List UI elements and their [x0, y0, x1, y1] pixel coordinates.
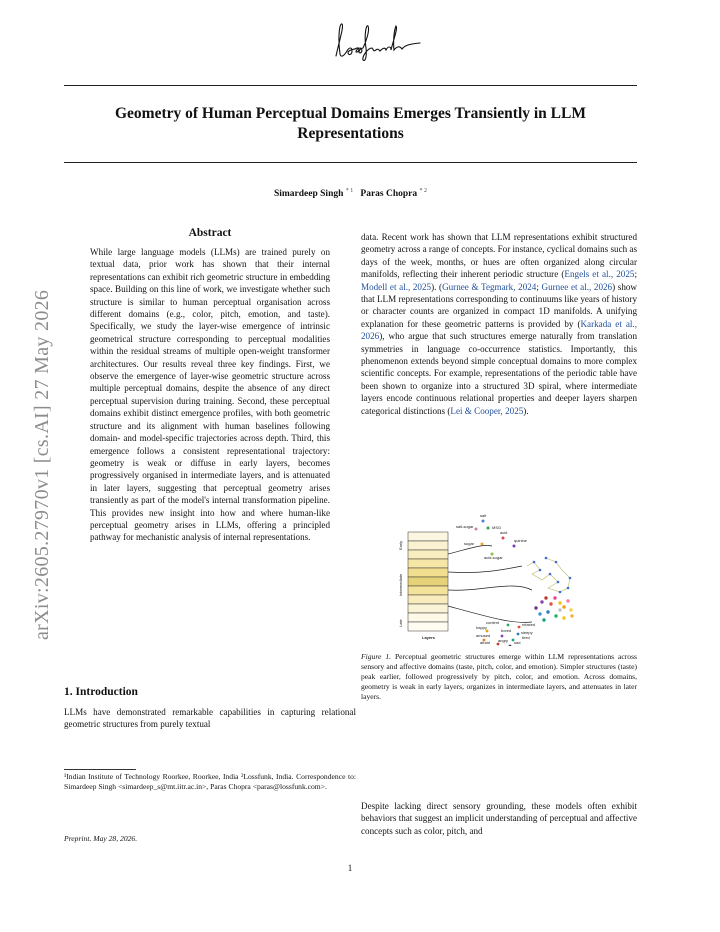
stage-label-intermediate: Intermediate: [398, 573, 403, 596]
emotion-label: afraid: [480, 640, 491, 645]
emotion-cluster: [476, 620, 535, 646]
top-rule: [64, 85, 637, 86]
lossfunk-logo: [330, 18, 430, 63]
color-cluster: [534, 596, 573, 621]
taste-label: salt-sugar: [456, 524, 474, 529]
citation-link[interactable]: Karkada et al., 2026: [361, 318, 637, 342]
introduction-body: LLMs have demonstrated remarkable capabilities in capturing relational geometric structures from purely textual: [64, 707, 356, 730]
right-column-paragraph: data. Recent work has shown that LLM representations exhibit structured geometry across a range of concepts. For instance, cyclical domains such as days of the week, months, or hues are often organized along circular manifolds, reflecting their inherent periodic structure (Engels et al., 2025; Modell et al., 2025). (Gurnee & Tegmark, 2024; Gurnee et al., 2026) show that LLM representations corresponding to continuums like years of history or character counts are organized in compact 1D manifolds. A unifying explanation for these geometric patterns is provided by (Karkada et al., 2026), who argue that such structures emerge naturally from translation symmetries in language co-occurrence statistics. Importantly, this phenomenon extends beyond simple conceptual domains to more complex scientific concepts. For example, representations of the periodic table have been shown to organize into a structured 3D spiral, where intermediate layers encode continuous relational properties and deeper layers sharpen categorical distinctions (Lei & Cooper, 2025).: [361, 232, 638, 416]
emotion-label: amused: [476, 633, 491, 638]
citation-link[interactable]: Gurnee et al., 2026: [541, 281, 613, 292]
preprint-date: Preprint. May 28, 2026.: [64, 834, 138, 843]
arxiv-stamp[interactable]: [14, 260, 53, 640]
author-name: Simardeep Singh: [273, 189, 344, 200]
taste-label: salt: [480, 513, 487, 518]
abstract-body: While large language models (LLMs) are trained purely on textual data, prior work has shown that their internal representations can exhibit rich geometric structure in embedding space. Building on this line of work, we investigate whether such structure is similar to human perceptual organisation across different domains (e.g., color, pitch, emotion, and taste). Specifically, we study the layer-wise emergence of intrinsic geometrical structure corresponding to perceptual modalities within the residual streams of multiple open-weight transformer architectures. Our results reveal three key findings. First, we observe the emergence of layer-wise geometric structure across multiple perceptual domains, despite the absence of any direct perceptual supervision during training. Second, these perceptual domains exhibit distinct emergence profiles, with both geometric structure and its alignment with human baselines following domain- and model-specific trajectories across depth. Third, this emergence follows a consistent representational trajectory: geometry is weak or diffuse in early layers, becomes progressively organised in intermediate layers, and is attenuated in later layers, suggesting that perceptual geometry arises transiently as part of the model's internal transformation pipeline. This provides new insight into how and where human-like perceptual geometry arises in LLMs, offering a principled pathway for mechanistic analysis of internal representations.: [90, 247, 330, 543]
layer-stack: [408, 532, 448, 631]
taste-cluster: [456, 513, 528, 560]
emotion-label: sad: [514, 640, 521, 645]
abstract-heading: Abstract: [188, 227, 232, 239]
caption-text: Perceptual geometric structures emerge within LLM representations across sensory and affective domains (taste, pitch, color, and emotion). Simpler structures (taste) peak earlier, followed progressively by pitch, color, and emotion. Across domains, geometry is weak in early layers, organizes in intermediate layers, and attenuates in later layers.: [361, 652, 637, 701]
author-affiliation-mark: * 2: [419, 188, 428, 194]
paper-title: Geometry of Human Perceptual Domains Emerges Transiently in LLM Representations: [115, 105, 586, 142]
layers-axis-label: Layers: [422, 635, 435, 640]
emotion-label: content: [486, 620, 500, 625]
emotion-label: bored: [501, 628, 512, 633]
figure-1-caption: [361, 652, 637, 702]
emotion-label: happy: [476, 625, 487, 630]
title-bottom-rule: [64, 162, 637, 163]
citation-link[interactable]: Engels et al., 2025: [564, 269, 635, 280]
right-column-paragraph-2: Despite lacking direct sensory grounding, these models often exhibit behaviors that suggest an implicit understanding of perceptual and affective concepts such as color, pitch, and: [361, 801, 637, 836]
footnote-rule: [64, 769, 136, 770]
citation-link[interactable]: Lei & Cooper, 2025: [450, 405, 524, 416]
arxiv-stamp-text: arXiv:2605.27970v1 [cs.AI] 27 May 2026: [31, 289, 53, 640]
taste-label: acid-sugar: [484, 555, 503, 560]
caption-label: Figure 1.: [361, 652, 392, 661]
emotion-label: tired: [522, 635, 530, 640]
author-affiliation-mark: * 1: [345, 188, 354, 194]
taste-label: MSG: [492, 525, 502, 530]
emotion-label: sleepy: [521, 630, 533, 635]
citation-link[interactable]: Modell et al., 2025: [361, 281, 432, 292]
author-line: [64, 188, 637, 199]
affiliation-footnote: ¹Indian Institute of Technology Roorkee, Roorkee, India ²Lossfunk, India. Correspondence to: Simardeep Singh <simardeep_s@mt.iitr.ac.in>, Paras Chopra <paras@lossfunk.com>.: [64, 772, 356, 791]
emotion-label: angry: [498, 638, 509, 643]
citation-link[interactable]: Gurnee & Tegmark, 2024: [442, 281, 537, 292]
stage-label-late: Late: [398, 619, 403, 627]
stage-label-early: Early: [398, 540, 403, 550]
page-number: 1: [347, 863, 353, 873]
taste-label: sugar: [464, 541, 475, 546]
emotion-label: relaxed: [522, 622, 536, 627]
taste-label: acid: [500, 530, 508, 535]
taste-label: quinine: [514, 538, 527, 543]
figure-1-diagram: [372, 508, 622, 646]
section-heading-introduction: 1. Introduction: [64, 686, 138, 698]
author-name: Paras Chopra: [360, 189, 418, 200]
